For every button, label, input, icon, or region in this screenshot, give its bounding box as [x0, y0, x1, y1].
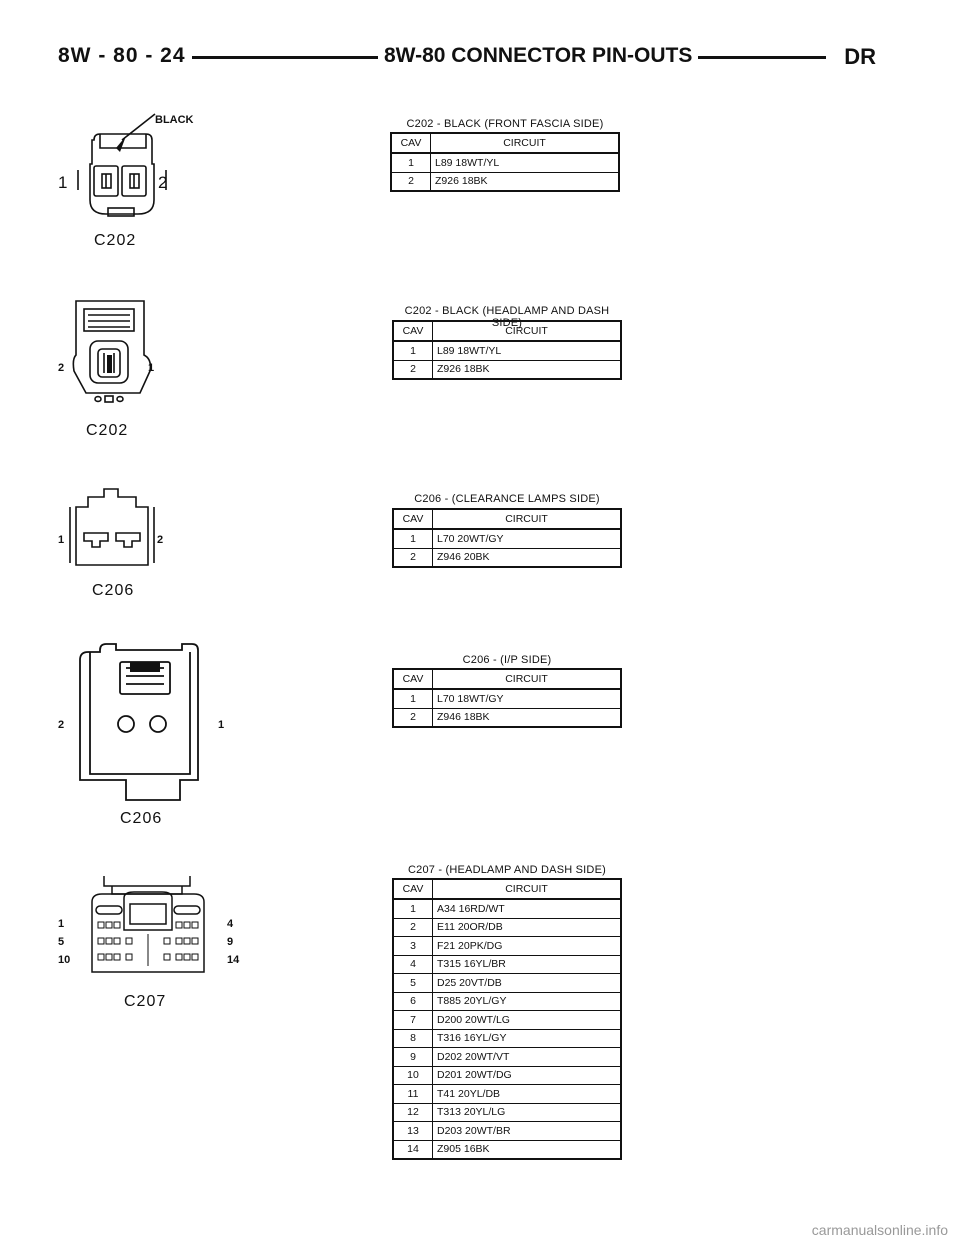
pin-label-14: 14 — [227, 954, 240, 966]
cav-cell: 2 — [393, 548, 433, 567]
table-row — [393, 937, 621, 956]
circuit-cell: T315 16YL/BR — [433, 955, 622, 974]
table-row — [391, 153, 619, 172]
table-row — [393, 1029, 621, 1048]
cav-cell: 13 — [393, 1122, 433, 1141]
col-header-cav: CAV — [393, 879, 433, 899]
col-header-cav: CAV — [391, 133, 431, 153]
cav-cell: 14 — [393, 1140, 433, 1159]
table-row — [393, 918, 621, 937]
pinout-table-c206-clearance — [392, 508, 622, 568]
cav-cell: 11 — [393, 1085, 433, 1104]
table-title: C202 - BLACK (FRONT FASCIA SIDE) — [406, 118, 604, 130]
circuit-cell: F21 20PK/DG — [433, 937, 622, 956]
connector-diagram-c207 — [78, 872, 228, 992]
table-row — [393, 689, 621, 708]
connector-label: C202 — [94, 232, 137, 249]
circuit-cell: A34 16RD/WT — [433, 899, 622, 918]
circuit-cell: D25 20VT/DB — [433, 974, 622, 993]
col-header-circuit: CIRCUIT — [433, 509, 622, 529]
table-row — [393, 529, 621, 548]
cav-cell: 3 — [393, 937, 433, 956]
pin-label-1: 1 — [58, 918, 65, 930]
table-row — [393, 974, 621, 993]
table-row — [391, 172, 619, 191]
table-row — [393, 1085, 621, 1104]
cav-cell: 2 — [393, 918, 433, 937]
pin-label-9: 9 — [227, 936, 234, 948]
cav-cell: 5 — [393, 974, 433, 993]
connector-label: C202 — [86, 422, 129, 439]
cav-cell: 12 — [393, 1103, 433, 1122]
circuit-cell: D202 20WT/VT — [433, 1048, 622, 1067]
pin-label-left: 2 — [58, 362, 65, 374]
connector-label: C207 — [124, 993, 167, 1010]
circuit-cell: T885 20YL/GY — [433, 992, 622, 1011]
circuit-cell: Z946 18BK — [433, 708, 622, 727]
circuit-cell: T316 16YL/GY — [433, 1029, 622, 1048]
circuit-cell: L70 18WT/GY — [433, 689, 622, 708]
circuit-cell: L70 20WT/GY — [433, 529, 622, 548]
circuit-cell: T313 20YL/LG — [433, 1103, 622, 1122]
circuit-cell: Z926 18BK — [431, 172, 620, 191]
table-row — [393, 341, 621, 360]
table-row — [393, 899, 621, 918]
table-title: C206 - (I/P SIDE) — [462, 654, 552, 666]
connector-label: C206 — [92, 582, 135, 599]
table-row — [393, 1122, 621, 1141]
cav-cell: 9 — [393, 1048, 433, 1067]
connector-label: C206 — [120, 810, 163, 827]
col-header-circuit: CIRCUIT — [433, 321, 622, 341]
col-header-circuit: CIRCUIT — [431, 133, 620, 153]
cav-cell: 10 — [393, 1066, 433, 1085]
circuit-cell: T41 20YL/DB — [433, 1085, 622, 1104]
table-title: C202 - BLACK (HEADLAMP AND DASH SIDE) — [404, 305, 610, 329]
cav-cell: 1 — [393, 341, 433, 360]
col-header-circuit: CIRCUIT — [433, 669, 622, 689]
pin-label-right: 2 — [157, 534, 164, 546]
table-row — [393, 708, 621, 727]
cav-cell: 1 — [393, 529, 433, 548]
circuit-cell: E11 20OR/DB — [433, 918, 622, 937]
cav-cell: 2 — [393, 708, 433, 727]
cav-cell: 7 — [393, 1011, 433, 1030]
cav-cell: 1 — [393, 899, 433, 918]
table-row — [393, 548, 621, 567]
cav-cell: 6 — [393, 992, 433, 1011]
circuit-cell: Z946 20BK — [433, 548, 622, 567]
section-title: 8W-80 CONNECTOR PIN-OUTS — [378, 44, 698, 68]
col-header-cav: CAV — [393, 321, 433, 341]
page-header — [58, 44, 876, 74]
table-title: C207 - (HEADLAMP AND DASH SIDE) — [408, 864, 606, 876]
col-header-cav: CAV — [393, 509, 433, 529]
circuit-cell: D200 20WT/LG — [433, 1011, 622, 1030]
pin-label-right: 2 — [158, 173, 168, 192]
cav-cell: 8 — [393, 1029, 433, 1048]
circuit-cell: D201 20WT/DG — [433, 1066, 622, 1085]
model-code: DR — [838, 44, 876, 70]
pin-label-right: 1 — [148, 362, 155, 374]
circuit-cell: Z926 18BK — [433, 360, 622, 379]
pin-label-4: 4 — [227, 918, 234, 930]
cav-cell: 2 — [391, 172, 431, 191]
table-title: C206 - (CLEARANCE LAMPS SIDE) — [414, 493, 600, 505]
table-row — [393, 955, 621, 974]
page-number: 8W - 80 - 24 — [58, 44, 192, 68]
pinout-table-c206-ip — [392, 668, 622, 728]
connector-diagram-c206-clearance — [60, 485, 170, 575]
table-row — [393, 1011, 621, 1030]
pin-label-left: 1 — [58, 173, 68, 192]
connector-diagram-c206-ip — [70, 640, 220, 810]
circuit-cell: L89 18WT/YL — [431, 153, 620, 172]
pin-label-left: 2 — [58, 719, 65, 731]
cav-cell: 1 — [391, 153, 431, 172]
table-row — [393, 1140, 621, 1159]
cav-cell: 2 — [393, 360, 433, 379]
cav-cell: 1 — [393, 689, 433, 708]
watermark: carmanualsonline.info — [811, 1222, 948, 1238]
circuit-cell: L89 18WT/YL — [433, 341, 622, 360]
callout-black: BLACK — [155, 114, 194, 126]
col-header-circuit: CIRCUIT — [433, 879, 622, 899]
table-row — [393, 1066, 621, 1085]
table-row — [393, 1103, 621, 1122]
pinout-table-c207 — [392, 878, 622, 1160]
table-row — [393, 360, 621, 379]
connector-diagram-c202-headlamp — [60, 295, 170, 415]
pin-label-right: 1 — [218, 719, 225, 731]
cav-cell: 4 — [393, 955, 433, 974]
pin-label-10: 10 — [58, 954, 71, 966]
pinout-table-c202-headlamp — [392, 320, 622, 380]
circuit-cell: Z905 16BK — [433, 1140, 622, 1159]
pin-label-left: 1 — [58, 534, 65, 546]
pinout-table-c202-front — [390, 132, 620, 192]
col-header-cav: CAV — [393, 669, 433, 689]
circuit-cell: D203 20WT/BR — [433, 1122, 622, 1141]
pin-label-5: 5 — [58, 936, 65, 948]
table-row — [393, 992, 621, 1011]
table-row — [393, 1048, 621, 1067]
